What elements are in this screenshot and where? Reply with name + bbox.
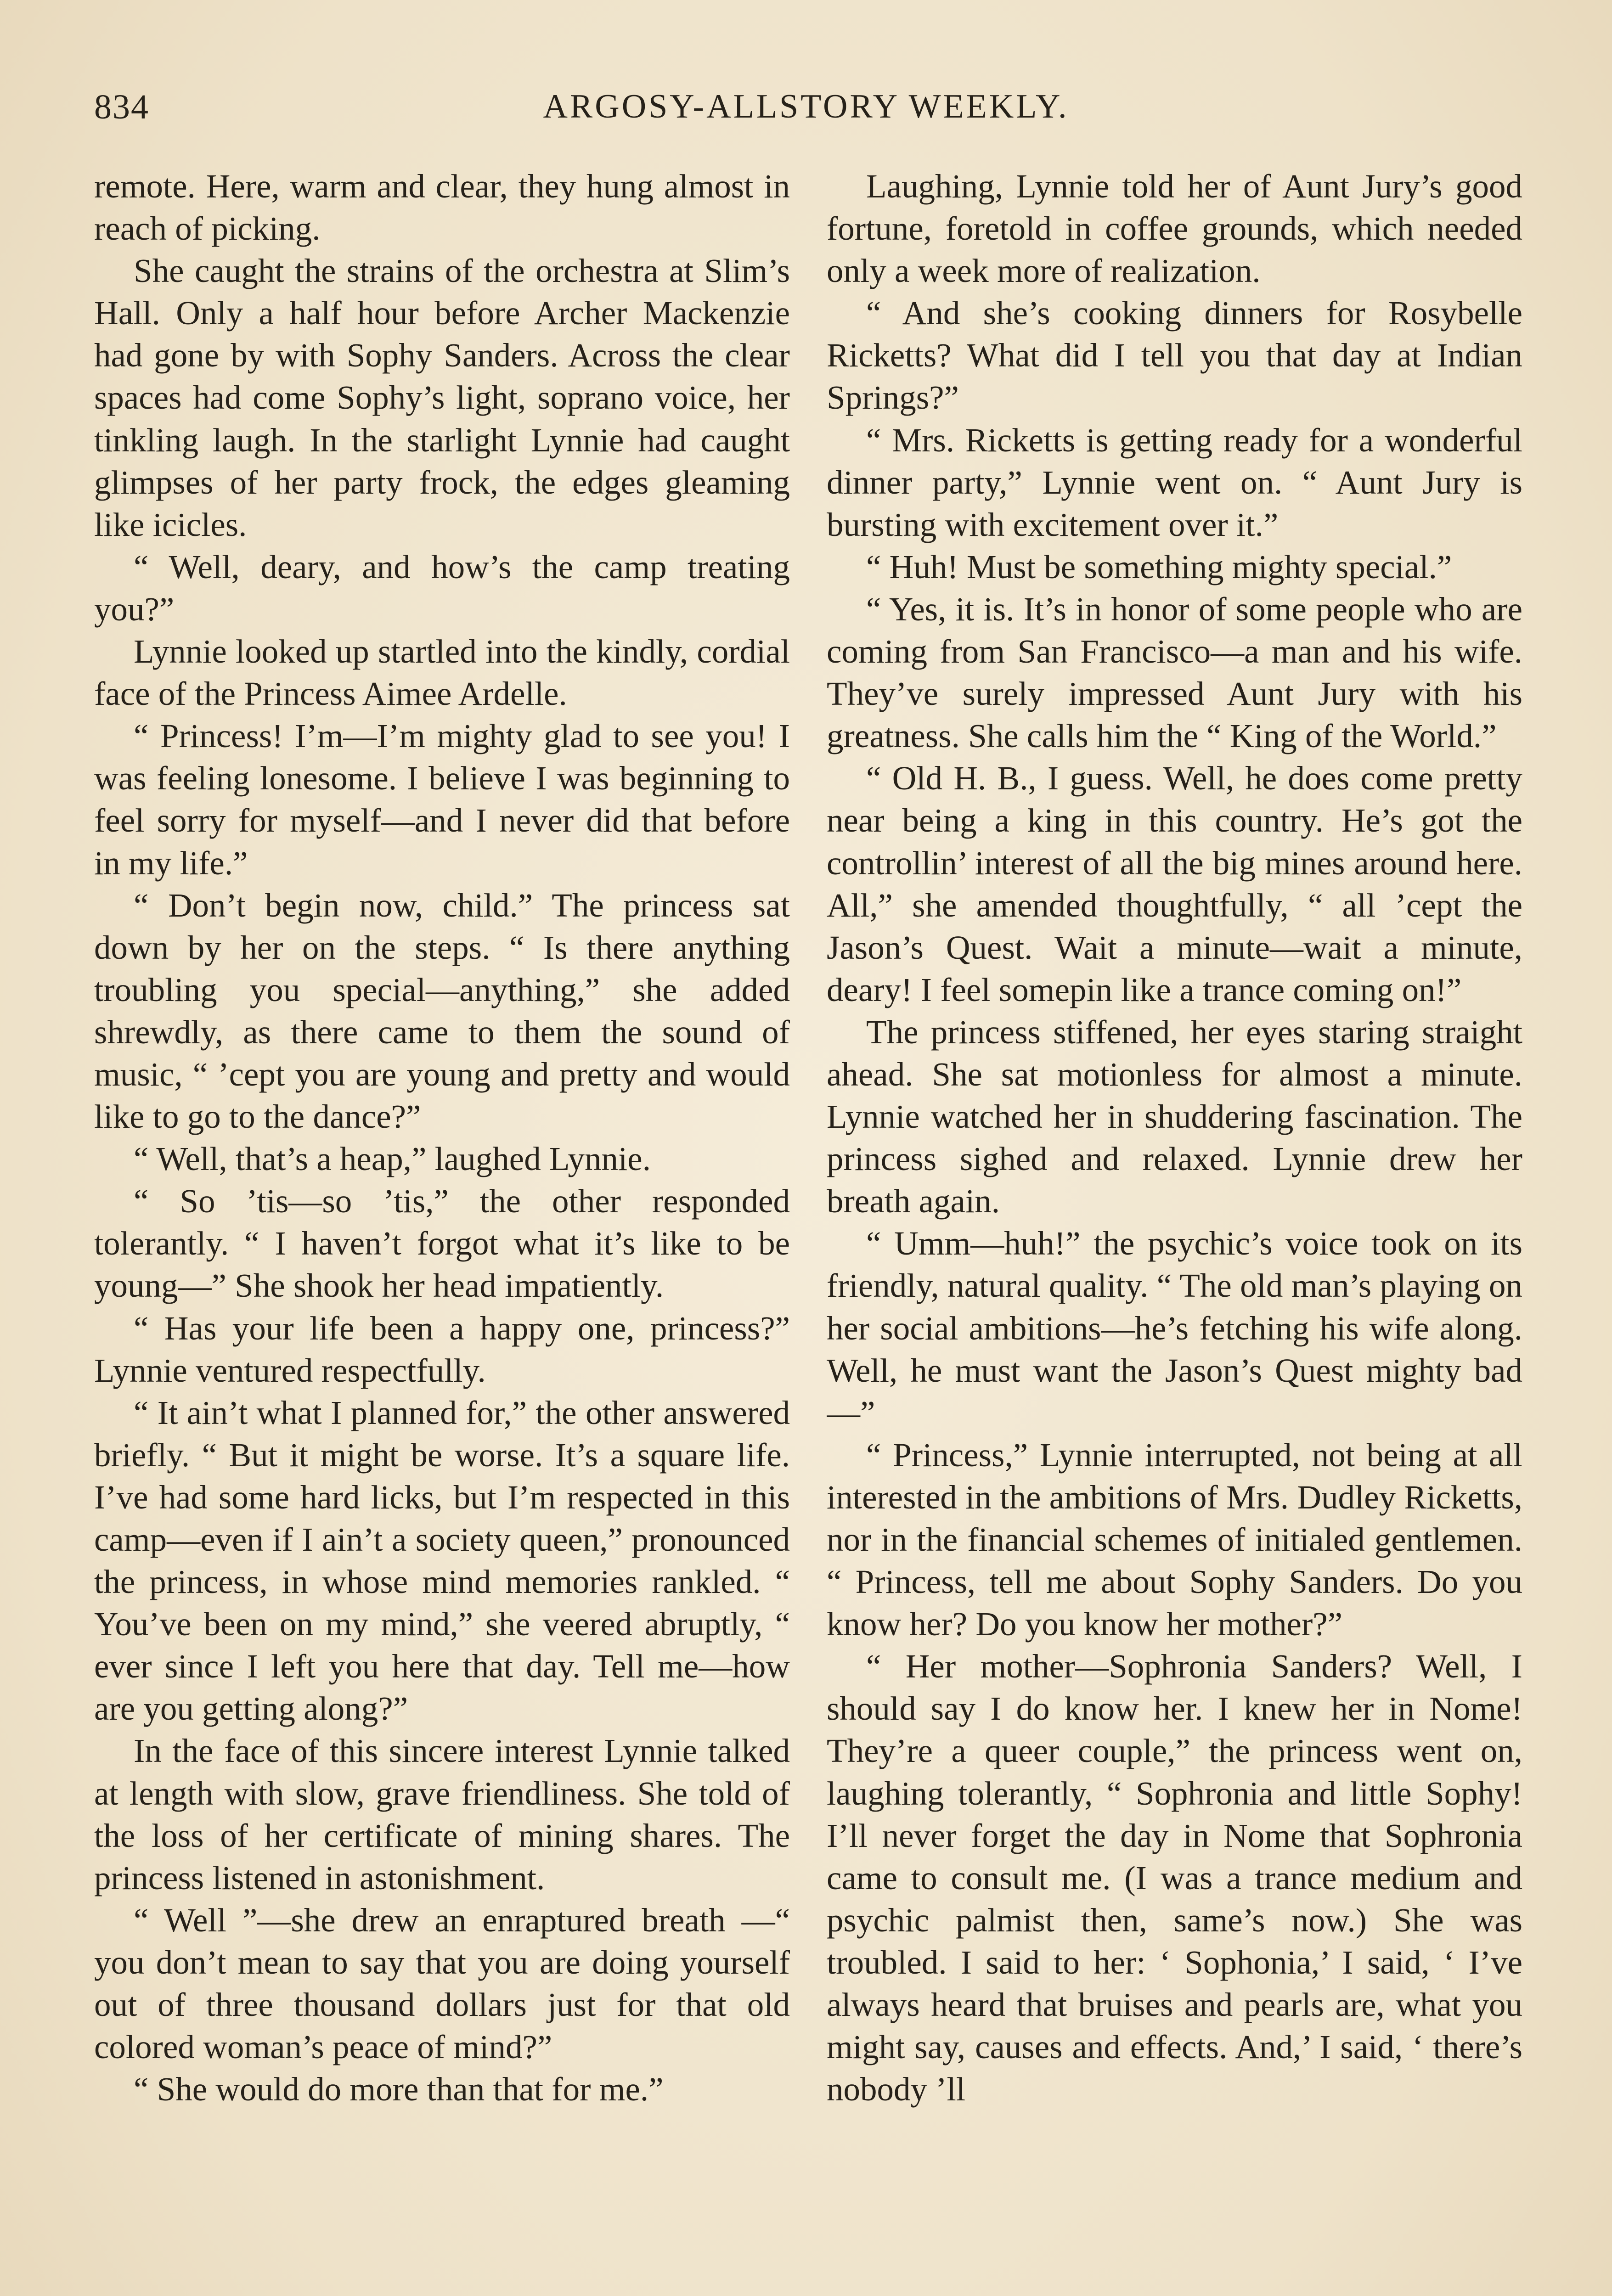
running-title: ARGOSY-ALLSTORY WEEKLY. bbox=[543, 88, 1069, 125]
paragraph: “ Princess! I’m—I’m mighty glad to see you! I was feeling lonesome. I believe I was beginning to feel sorry for myself—and I never did that before in my life.” bbox=[94, 717, 790, 882]
paragraph: “ And she’s cooking dinners for Rosybelle Ricketts? What did I tell you that day at Indian Springs?” bbox=[827, 294, 1522, 416]
page-number: 834 bbox=[94, 88, 149, 126]
paragraph: “ Her mother—Sophronia Sanders? Well, I should say I do know her. I knew her in Nome! They’re a queer couple,” the princess went on, laughing tolerantly, “ Sophronia and little Sophy! I’ll never forget the day in Nome that Sophronia came to consult me. (I was a trance medium and psychic palmist then, same’s now.) She was troubled. I said to her: ‘ Sophonia,’ I said, ‘ I’ve always heard that bruises and pearls are, what you might say, causes and effects. And,’ I said, ‘ there’s nobody ’ll bbox=[827, 1648, 1522, 2108]
paragraph: “ Princess,” Lynnie interrupted, not being at all interested in the ambitions of Mrs. Dudley Ricketts, nor in the financial schemes of initialed gentlemen. “ Princess, tell me about Sophy Sanders. Do you know her? Do you know her mother?” bbox=[827, 1436, 1522, 1643]
paragraph: “ Well, deary, and how’s the camp treating you?” bbox=[94, 548, 790, 628]
paragraph: “ Don’t begin now, child.” The princess sat down by her on the steps. “ Is there anything troubling you special—anything,” she added shrewdly, as there came to them the sound of music, “ ’cept you are young and pretty and would like to go to the dance?” bbox=[94, 886, 790, 1136]
paragraph: “ Umm—huh!” the psychic’s voice took on its friendly, natural quality. “ The old man’s playing on her social ambitions—he’s fetching his wife along. Well, he must want the Jason’s Quest mighty bad—” bbox=[827, 1225, 1522, 1431]
page-header bbox=[94, 87, 1518, 138]
right-column bbox=[827, 165, 1522, 2296]
paragraph: “ Yes, it is. It’s in honor of some people who are coming from San Francisco—a man and his wife. They’ve surely impressed Aunt Jury with his greatness. She calls him the “ King of the World.” bbox=[827, 590, 1522, 755]
paragraph: “ Has your life been a happy one, princess?” Lynnie ventured respectfully. bbox=[94, 1309, 790, 1389]
paragraph: “ Well ”—she drew an enraptured breath —“ you don’t mean to say that you are doing yourself out of three thousand dollars just for that old colored woman’s peace of mind?” bbox=[94, 1901, 790, 2066]
paragraph: In the face of this sincere interest Lynnie talked at length with slow, grave friendliness. She told of the loss of her certificate of mining shares. The princess listened in astonishment. bbox=[94, 1732, 790, 1896]
paragraph: “ Huh! Must be something mighty special.” bbox=[866, 548, 1452, 585]
paragraph: “ It ain’t what I planned for,” the other answered briefly. “ But it might be worse. It’s a square life. I’ve had some hard licks, but I’m respected in this camp—even if I ain’t a society queen,” pronounced the princess, in whose mind memories rankled. “ You’ve been on my mind,” she veered abruptly, “ ever since I left you here that day. Tell me—how are you getting along?” bbox=[94, 1394, 790, 1728]
paragraph: remote. Here, warm and clear, they hung almost in reach of picking. bbox=[94, 168, 790, 248]
paragraph: “ So ’tis—so ’tis,” the other responded tolerantly. “ I haven’t forgot what it’s like to be young—” She shook her head impatiently. bbox=[94, 1182, 790, 1305]
paragraph: She caught the strains of the orchestra at Slim’s Hall. Only a half hour before Archer Mackenzie had gone by with Sophy Sanders. Across the clear spaces had come Sophy’s light, soprano voice, her tinkling laugh. In the starlight Lynnie had caught glimpses of her party frock, the edges gleaming like icicles. bbox=[94, 252, 790, 543]
paragraph: Laughing, Lynnie told her of Aunt Jury’s good fortune, foretold in coffee grounds, which needed only a week more of realization. bbox=[827, 168, 1522, 290]
paragraph: Lynnie looked up startled into the kindly, cordial face of the Princess Aimee Ardelle. bbox=[94, 633, 790, 713]
paragraph: “ Old H. B., I guess. Well, he does come pretty near being a king in this country. He’s got the controllin’ interest of all the big mines around here. All,” she amended thoughtfully, “ all ’cept the Jason’s Quest. Wait a minute—wait a minute, deary! I feel somepin like a trance coming on!” bbox=[827, 760, 1522, 1008]
paragraph: “ She would do more than that for me.” bbox=[134, 2071, 664, 2108]
left-column bbox=[94, 165, 790, 2296]
paragraph: “ Mrs. Ricketts is getting ready for a wonderful dinner party,” Lynnie went on. “ Aunt Jury is bursting with excitement over it.” bbox=[827, 421, 1522, 543]
paragraph: “ Well, that’s a heap,” laughed Lynnie. bbox=[134, 1140, 651, 1178]
paragraph: The princess stiffened, her eyes staring straight ahead. She sat motionless for almost a minute. Lynnie watched her in shuddering fascination. The princess sighed and relaxed. Lynnie drew her breath again. bbox=[827, 1013, 1522, 1220]
